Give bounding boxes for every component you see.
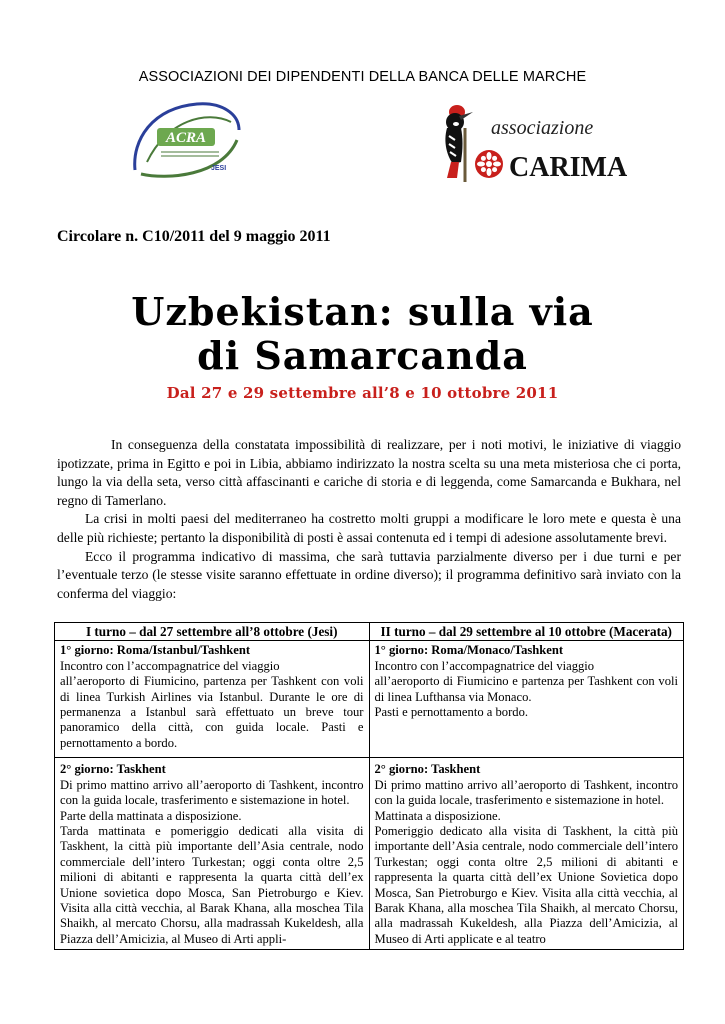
table-cell [369,641,684,758]
paragraph-1: In conseguenza della constatata impossibilità di realizzare, per i noti motivi, le iniziative di viaggio ipotizzate, prima in Egitto e poi in Libia, abbiamo indirizzato la nostra scelta su una meta misteriosa che ci porta, lungo la via della seta, verso città affascinanti e cariche di storia e di leggenda, come Samarcanda e Bukhara, nel regno di Tamerlano. [57,437,681,508]
intro-text [57,436,681,603]
table-cell [55,641,370,758]
acra-logo-sub: JESI [211,165,227,172]
table-cell [55,758,370,950]
day-title: 2° giorno: Taskhent [60,762,166,777]
header-first-turn: I turno – dal 27 settembre all’8 ottobre (Jesi) [55,623,370,641]
carima-logo-small: associazione [491,117,594,139]
paragraph-3: Ecco il programma indicativo di massima, che sarà tuttavia parzialmente diverso per i due turni e per l’eventuale terzo (le stesse visite saranno effettuate in ordine diverso); il programma definitivo sarà inviato con la conferma del viaggio: [57,548,681,601]
day-description: Di primo mattino arrivo all’aeroporto di Tashkent, incontro con la guida locale, trasferimento e sistemazione in hotel. Parte della mattinata a disposizione. Tarda mattinata e pomeriggio dedicati alla visita di Taskhent, la città più importante dell’Asia centrale, nodo commerciale dell’intero Turkestan; oggi conta oltre 2,5 milioni di abitanti e rappresenta la quarta città dell’ex Unione sovietica dopo Mosca, San Pietroburgo e Kiev. Visita alla città vecchia, al Barak Khana, alla moschea Tila Shaikh, al mercato Chorsu, alla madrassah Kukeldesh, alla Piazza dell’Amicizia, al Museo di Arti appli- [60,777,364,946]
title-line-1: Uzbekistan: sulla via [131,289,594,334]
header-second-turn: II turno – dal 29 settembre al 10 ottobre (Macerata) [369,623,684,641]
carima-logo-big: CARIMA [509,152,628,183]
woodpecker-icon [445,105,473,182]
paragraph-2: La crisi in molti paesi del mediterraneo ha costretto molti gruppi a modificare le loro mete e questa è una delle più richieste; pertanto la disponibilità di posti è assai contenuta ed i tempi di adesione assolutamente brevi. [57,511,681,545]
circolare-reference: Circolare n. C10/2011 del 9 maggio 2011 [57,228,331,245]
carima-logo [437,98,628,186]
day-description: Di primo mattino arrivo all’aeroporto di Tashkent, incontro con la guida locale, trasferimento e sistemazione in hotel. Mattinata a disposizione. Pomeriggio dedicato alla visita di Taskhent, la città più importante dell’Asia centrale, nodo commerciale dell’intero Turkestan; oggi conta oltre 2,5 milioni di abitanti e rappresenta la quarta città dell’ex Unione Sovietica dopo Mosca, San Pietroburgo e Kiev. Visita alla città vecchia, al Barak Khana, alla moschea Tila Shaikh, al mercato Chorsu, alla madrassah Kukeldesh, alla Piazza dell’Amicizia, al Museo di Arti applicate e al teatro [374,777,678,946]
day-description: Incontro con l’accompagnatrice del viaggio all’aeroporto di Fiumicino, partenza per Tashkent con voli di linea Turkish Airlines via Istanbul. Durante le ore di permanenza a Istanbul sarà effettuato un breve tour panoramico della città, con guida locale. Pasti e pernottamento a bordo. [60,658,364,750]
table-row [55,758,684,950]
title-line-2: di Samarcanda [197,333,528,378]
association-header: ASSOCIAZIONI DEI DIPENDENTI DELLA BANCA DELLE MARCHE [138,69,587,85]
itinerary-table [54,622,684,950]
day-title: 2° giorno: Taskhent [374,762,481,777]
acra-logo-text: ACRA [165,130,207,146]
table-row [55,641,684,758]
flower-icon [475,150,503,178]
page-subtitle: Dal 27 e 29 settembre all’8 e 10 ottobre 2011 [166,384,559,402]
day-title: 1° giorno: Roma/Monaco/Tashkent [374,643,564,658]
page-title [0,290,725,378]
table-cell [369,758,684,950]
day-description: Incontro con l’accompagnatrice del viaggio all’aeroporto di Fiumicino e partenza per Tashkent con voli di linea Lufthansa via Monaco. Pasti e pernottamento a bordo. [374,658,678,720]
acra-logo [127,100,245,182]
day-title: 1° giorno: Roma/Istanbul/Tashkent [60,643,251,658]
